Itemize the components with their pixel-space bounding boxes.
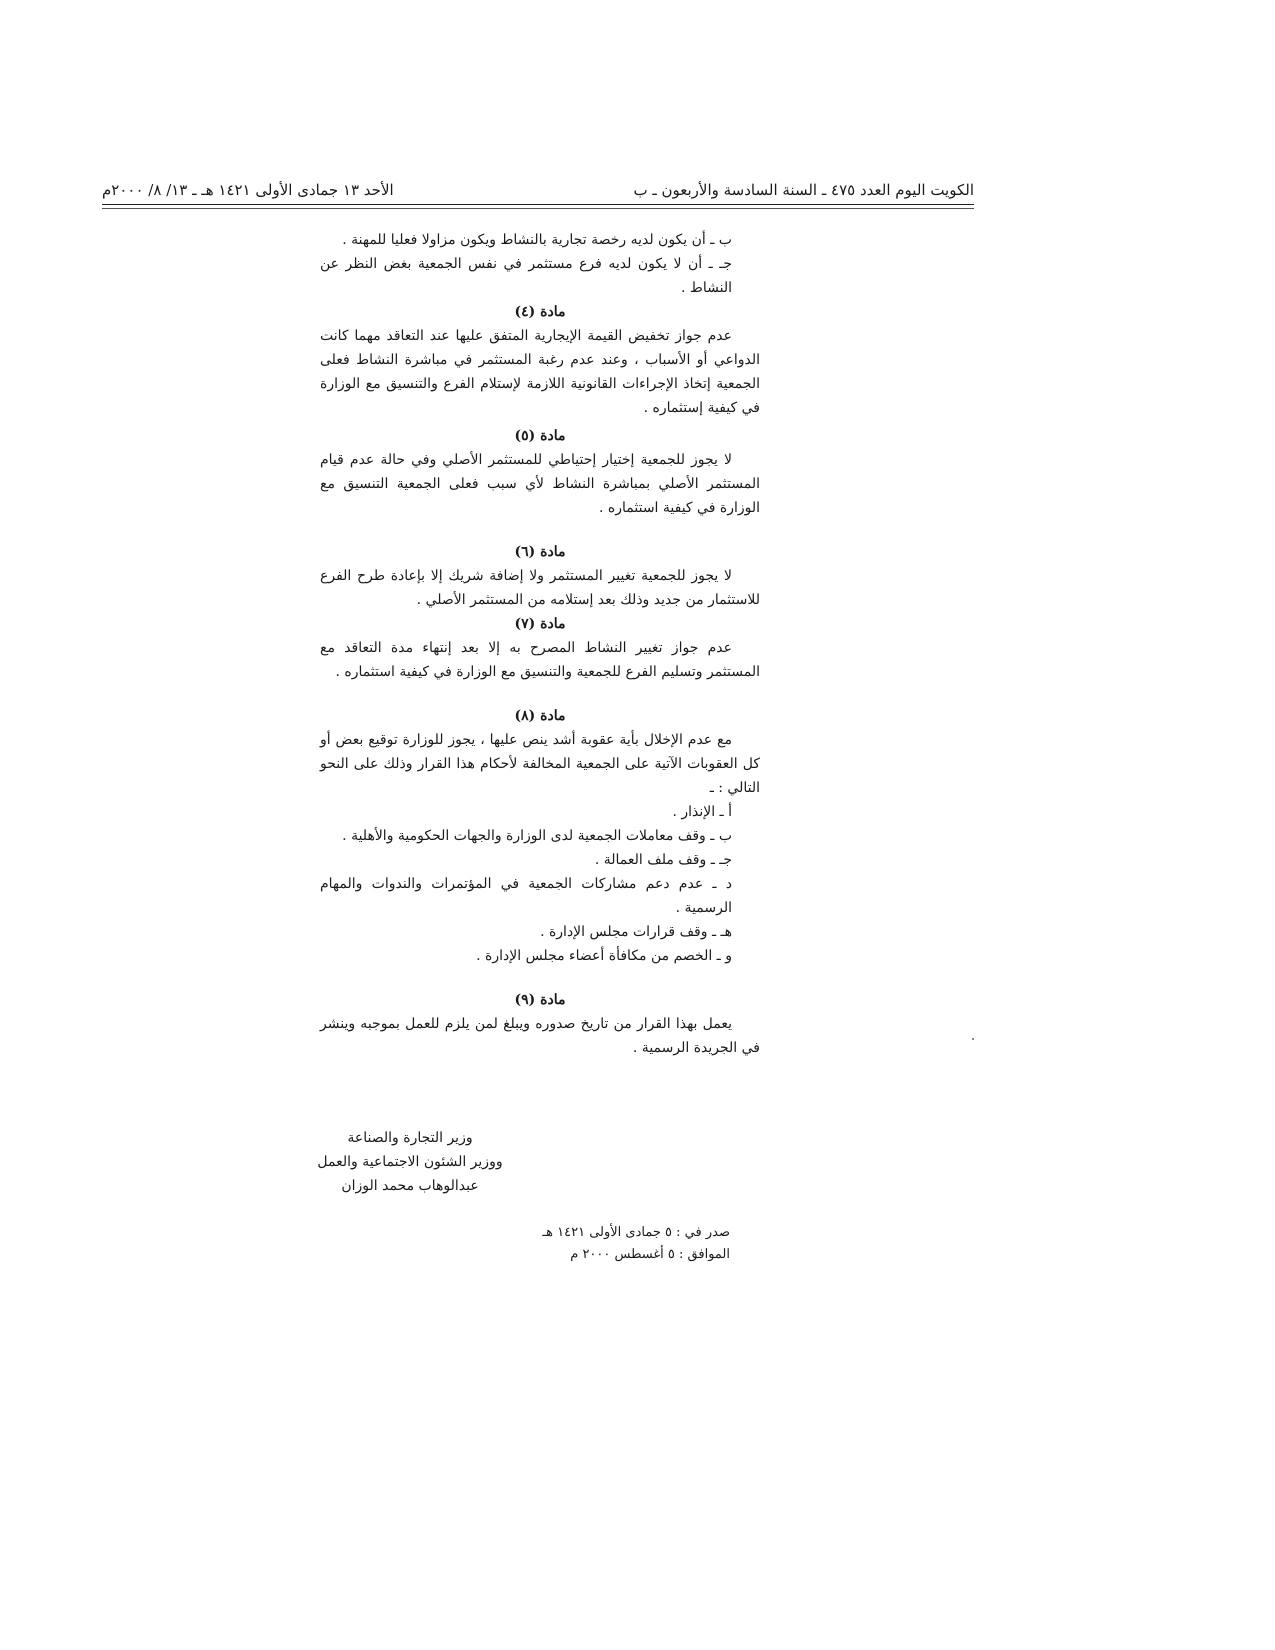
- signature-title-1: وزير التجارة والصناعة: [347, 1130, 473, 1146]
- penalty-b: ب ـ وقف معاملات الجمعية لدى الوزارة والجهات الحكومية والأهلية .: [342, 828, 732, 844]
- condition-c: جـ ـ أن لا يكون لديه فرع مستثمر في نفس الجمعية بغض النظر عن النشاط .: [320, 256, 732, 296]
- article-9-title: مادة (٩): [514, 992, 566, 1008]
- article-5-title: مادة (٥): [514, 428, 566, 444]
- header-rule-thick: [102, 204, 974, 205]
- article-8-intro: مع عدم الإخلال بأية عقوبة أشد ينص عليها ، يجوز للوزارة توقيع بعض أو كل العقوبات الآتية على الجمعية المخالفة لأحكام هذا القرار وذلك على النحو التالي : ـ: [320, 732, 760, 796]
- article-4-text: عدم جواز تخفيض القيمة الإيجارية المتفق عليها عند التعاقد مهما كانت الدواعي أو الأسباب ، وعند عدم رغبة المستثمر في مباشرة النشاط فعلى الجمعية إتخاذ الإجراءات القانونية اللازمة لإستلام الفرع والتنسيق مع الوزارة في كيفية إستثماره .: [320, 328, 760, 416]
- article-8-title: مادة (٨): [514, 708, 566, 724]
- article-4-title: مادة (٤): [514, 304, 566, 320]
- condition-b: ب ـ أن يكون لديه رخصة تجارية بالنشاط ويكون مزاولا فعليا للمهنة .: [342, 232, 732, 248]
- page-header: [102, 178, 974, 202]
- penalty-f: و ـ الخصم من مكافأة أعضاء مجلس الإدارة .: [476, 948, 732, 964]
- issue-date-gregorian: الموافق : ٥ أغسطس ٢٠٠٠ م: [570, 1247, 730, 1262]
- minister-signature: [300, 1126, 520, 1198]
- penalty-e: هـ ـ وقف قرارات مجلس الإدارة .: [540, 924, 732, 940]
- issue-date-block: [520, 1222, 730, 1266]
- header-rule-thin: [102, 208, 974, 209]
- penalty-c: جـ ـ وقف ملف العمالة .: [594, 852, 732, 868]
- article-7-text: عدم جواز تغيير النشاط المصرح به إلا بعد إنتهاء مدة التعاقد مع المستثمر وتسليم الفرع للجمعية والتنسيق مع الوزارة في كيفية استثماره .: [320, 640, 760, 680]
- scan-speck: [972, 1038, 974, 1040]
- signature-name: عبدالوهاب محمد الوزان: [341, 1178, 479, 1194]
- penalty-d: د ـ عدم دعم مشاركات الجمعية في المؤتمرات والندوات والمهام الرسمية .: [320, 876, 732, 916]
- decree-body: [320, 228, 760, 1060]
- article-7-title: مادة (٧): [514, 616, 566, 632]
- article-6-text: لا يجوز للجمعية تغيير المستثمر ولا إضافة شريك إلا بإعادة طرح الفرع للاستثمار من جديد وذلك بعد إستلامه من المستثمر الأصلي .: [320, 568, 760, 608]
- article-5-text: لا يجوز للجمعية إختيار إحتياطي للمستثمر الأصلي وفي حالة عدم قيام المستثمر الأصلي بمباشرة النشاط لأي سبب فعلى الجمعية التنسيق مع الوزارة في كيفية استثماره .: [320, 452, 760, 516]
- header-publication: الكويت اليوم العدد ٤٧٥ ـ السنة السادسة والأربعون ـ ب: [633, 181, 974, 199]
- article-6-title: مادة (٦): [514, 544, 566, 560]
- header-date: الأحد ١٣ جمادى الأولى ١٤٢١ هـ ـ ١٣/ ٨/ ٢٠٠٠م: [102, 181, 394, 199]
- issue-date-hijri: صدر في : ٥ جمادى الأولى ١٤٢١ هـ: [542, 1225, 730, 1240]
- penalty-a: أ ـ الإنذار .: [672, 804, 732, 820]
- article-9-text: يعمل بهذا القرار من تاريخ صدوره ويبلغ لمن يلزم للعمل بموجبه وينشر في الجريدة الرسمية .: [320, 1016, 760, 1056]
- signature-title-2: ووزير الشئون الاجتماعية والعمل: [317, 1154, 503, 1170]
